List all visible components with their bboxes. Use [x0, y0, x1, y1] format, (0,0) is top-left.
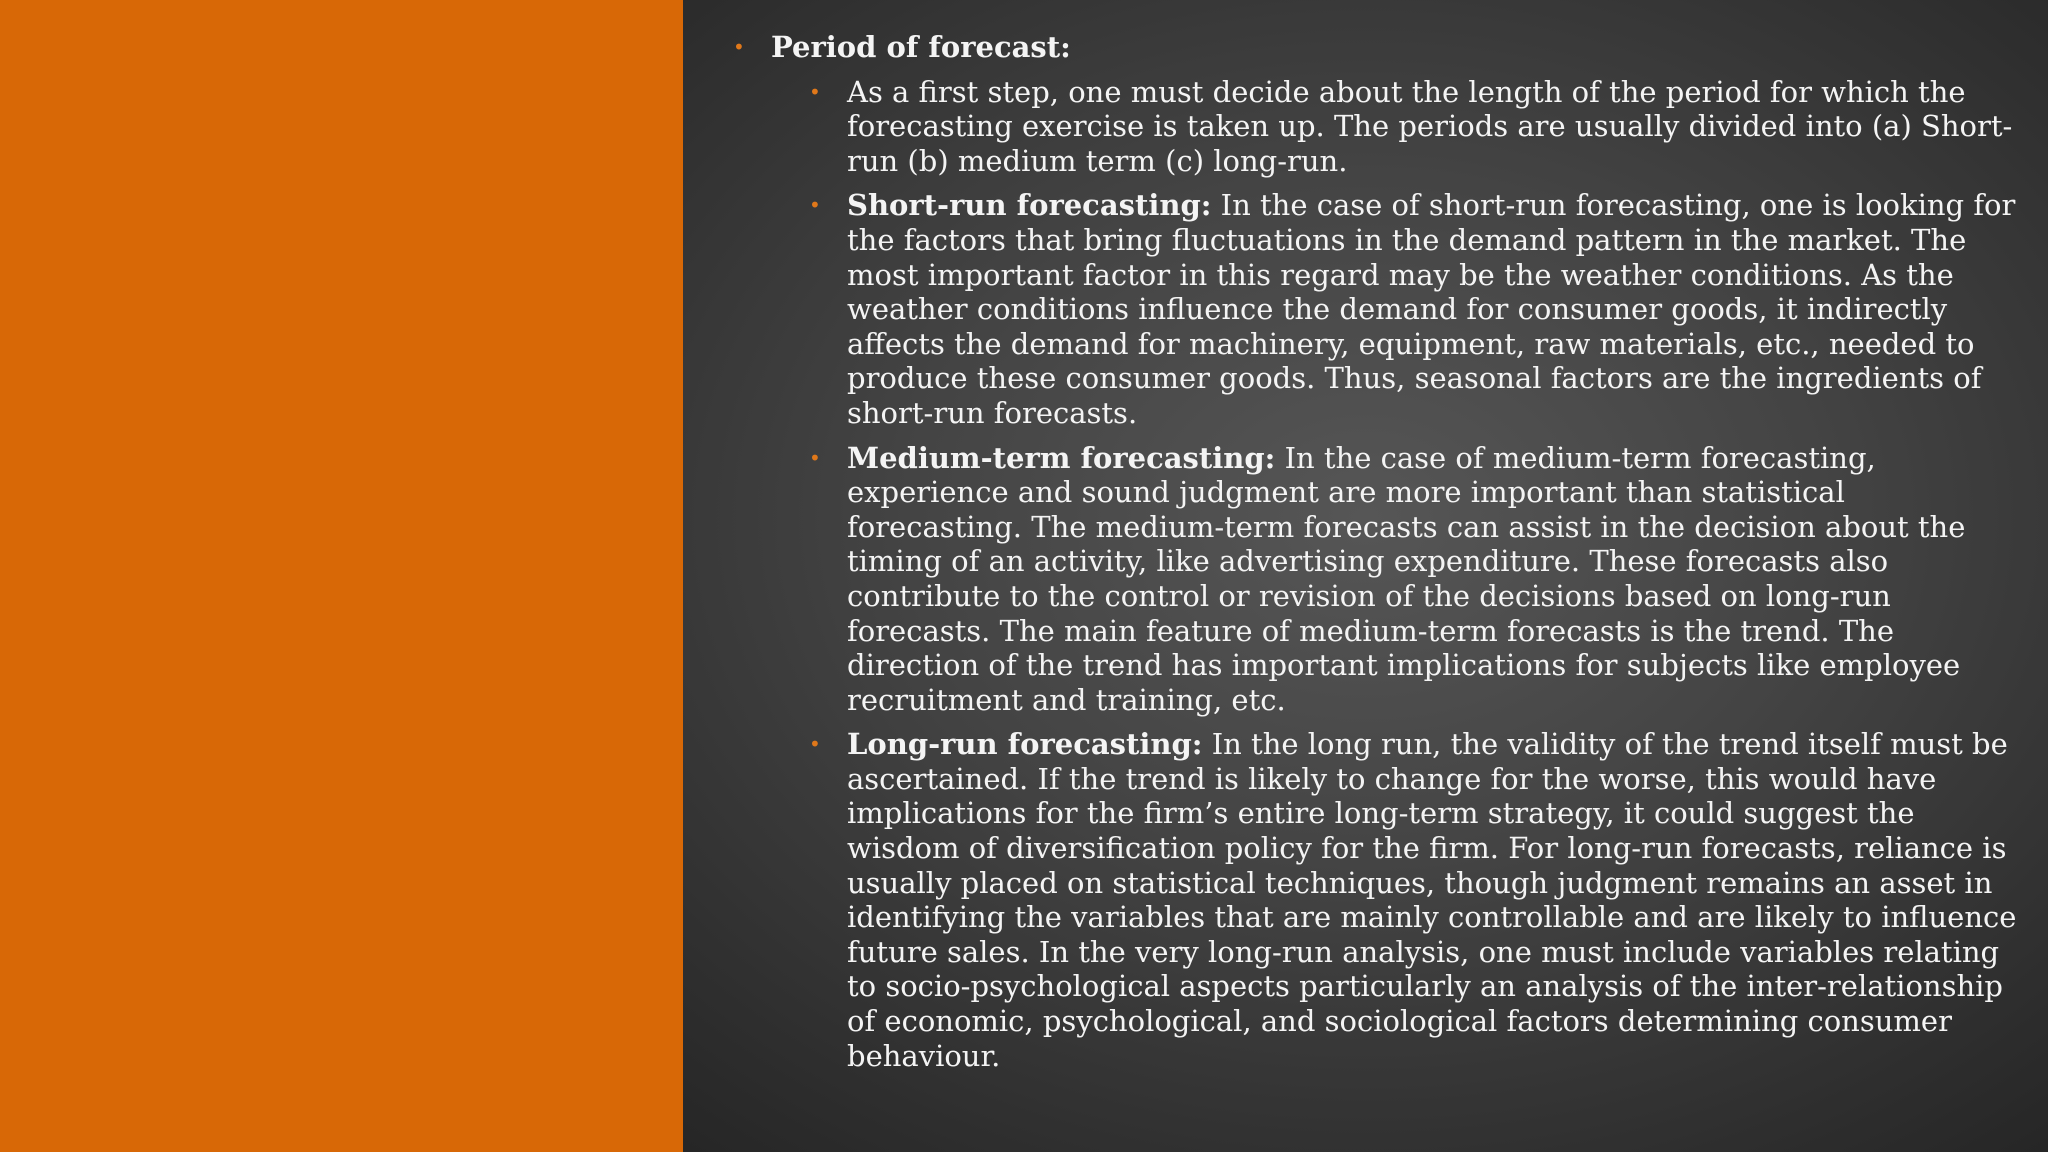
orange-side-panel [0, 0, 683, 1152]
sub-bullet-list [771, 75, 2023, 1074]
sub-bullet-medium-term [809, 440, 2023, 718]
medium-term-text: In the case of medium-term forecasting, experience and sound judgment are more important than statistical forecasting. The medium-term forecasts can assist in the decision about the timing of an activity, like advertising expenditure. These forecasts also contribute to the control or revision of the decisions based on long-run forecasts. The main feature of medium-term forecasts is the trend. The direction of the trend has important implications for subjects like employee recruitment and training, etc. [847, 440, 1966, 717]
bullet-period-of-forecast [733, 30, 2023, 1073]
bullet-dot-icon: • [809, 79, 821, 104]
long-run-term: Long-run forecasting: [847, 727, 1203, 762]
bullet-dot-icon: • [733, 35, 745, 59]
sub-bullet-short-run [809, 188, 2023, 430]
short-run-term: Short-run forecasting: [847, 188, 1212, 223]
bullet-dot-icon: • [809, 732, 821, 757]
slide-text-body [733, 30, 2023, 1083]
medium-term-term: Medium-term forecasting: [847, 440, 1276, 475]
sub-bullet-long-run [809, 727, 2023, 1073]
bullet-dot-icon: • [809, 193, 821, 218]
content-panel [683, 0, 2048, 1152]
heading-period-of-forecast: Period of forecast: [771, 30, 1071, 64]
bullet-dot-icon: • [809, 445, 821, 470]
short-run-text: In the case of short-run forecasting, one is looking for the factors that bring fluctuations in the demand pattern in the market. The most important factor in this regard may be the weather conditions. As the weather conditions influence the demand for consumer goods, it indirectly affects the demand for machinery, equipment, raw materials, etc., needed to produce these consumer goods. Thus, seasonal factors are the ingredients of short-run forecasts. [847, 188, 2016, 430]
bullet-list [733, 30, 2023, 1073]
sub-bullet-first-step [809, 74, 2023, 179]
long-run-text: In the long run, the validity of the trend itself must be ascertained. If the trend is likely to change for the worse, this would have implications for the firm’s entire long-term strategy, it could suggest the wisdom of diversification policy for the firm. For long-run forecasts, reliance is usually placed on statistical techniques, though judgment remains an asset in identifying the variables that are mainly controllable and are likely to influence future sales. In the very long-run analysis, one must include variables relating to socio-psychological aspects particularly an analysis of the inter-relationship of economic, psychological, and sociological factors determining consumer behaviour. [847, 727, 2017, 1073]
first-step-text: As a first step, one must decide about the length of the period for which the forecasting exercise is taken up. The periods are usually divided into (a) Short-run (b) medium term (c) long-run. [847, 74, 2013, 178]
